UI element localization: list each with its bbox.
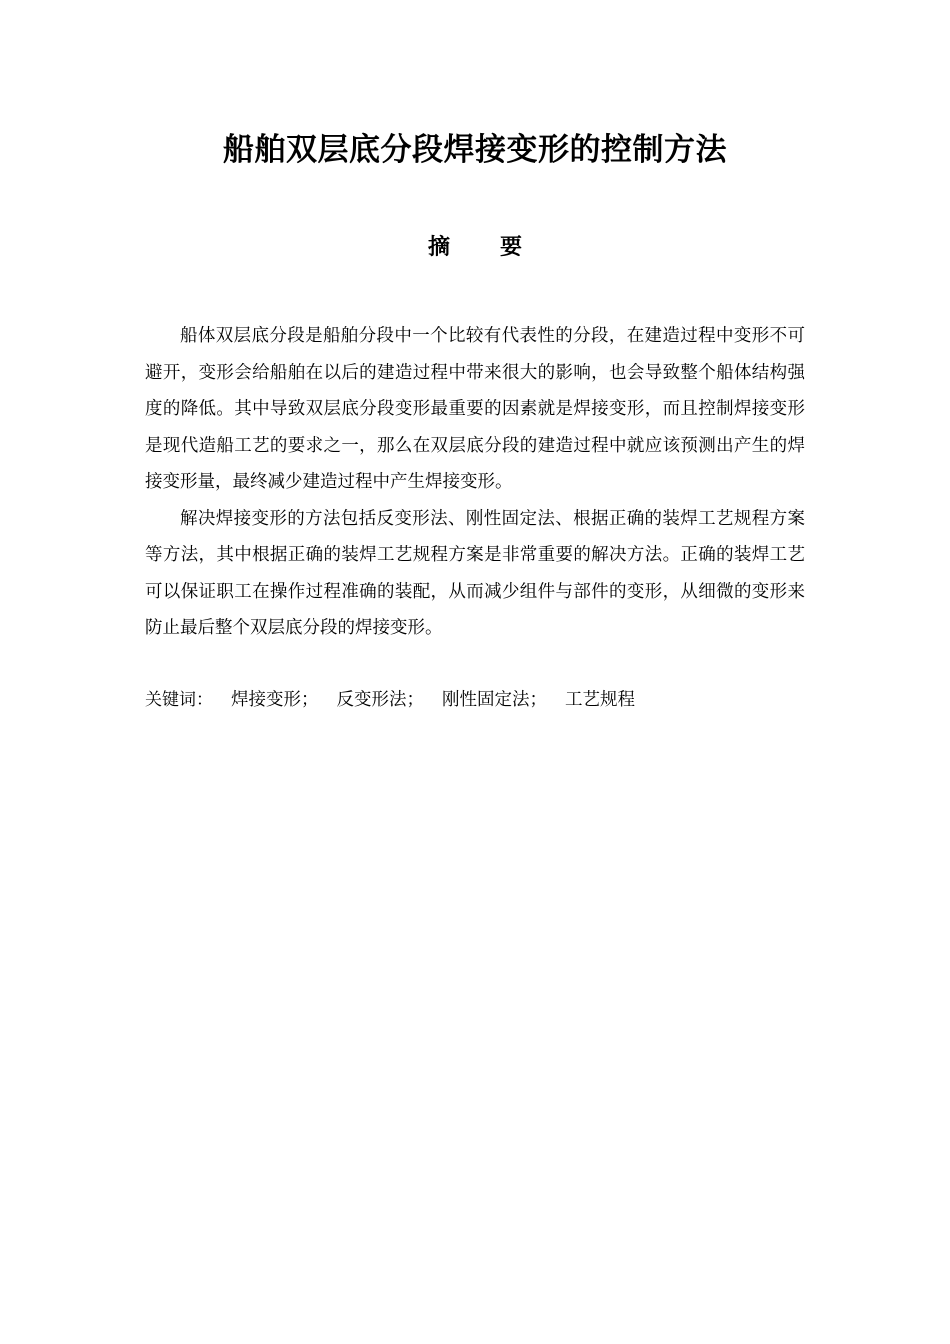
abstract-heading: 摘要 bbox=[427, 235, 572, 260]
abstract-paragraph: 船体双层底分段是船舶分段中一个比较有代表性的分段，在建造过程中变形不可避开，变形会给船舶在以后的建造过程中带来很大的影响，也会导致整个船体结构强度的降低。其中导致双层底分段变形最重要的因素就是焊接变形，而且控制焊接变形是现代造船工艺的要求之一，那么在双层底分段的建造过程中就应该预测出产生的焊接变形量，最终减少建造过程中产生焊接变形。 bbox=[145, 326, 805, 492]
keyword-separator: ； bbox=[301, 690, 319, 710]
keyword: 反变形法 bbox=[336, 690, 407, 710]
keyword-separator: ； bbox=[406, 690, 424, 710]
abstract-body bbox=[145, 318, 805, 647]
abstract-paragraph: 解决焊接变形的方法包括反变形法、刚性固定法、根据正确的装焊工艺规程方案等方法，其中根据正确的装焊工艺规程方案是非常重要的解决方法。正确的装焊工艺可以保证职工在操作过程准确的装配，从而减少组件与部件的变形，从细微的变形来防止最后整个双层底分段的焊接变形。 bbox=[145, 508, 805, 638]
keywords-label: 关键词： bbox=[145, 690, 213, 710]
keyword: 工艺规程 bbox=[565, 690, 635, 710]
document-title: 船舶双层底分段焊接变形的控制方法 bbox=[223, 132, 727, 168]
keywords-line bbox=[145, 684, 805, 716]
keyword: 刚性固定法 bbox=[442, 690, 530, 710]
keyword: 焊接变形 bbox=[231, 690, 301, 710]
keyword-separator: ； bbox=[529, 690, 547, 710]
